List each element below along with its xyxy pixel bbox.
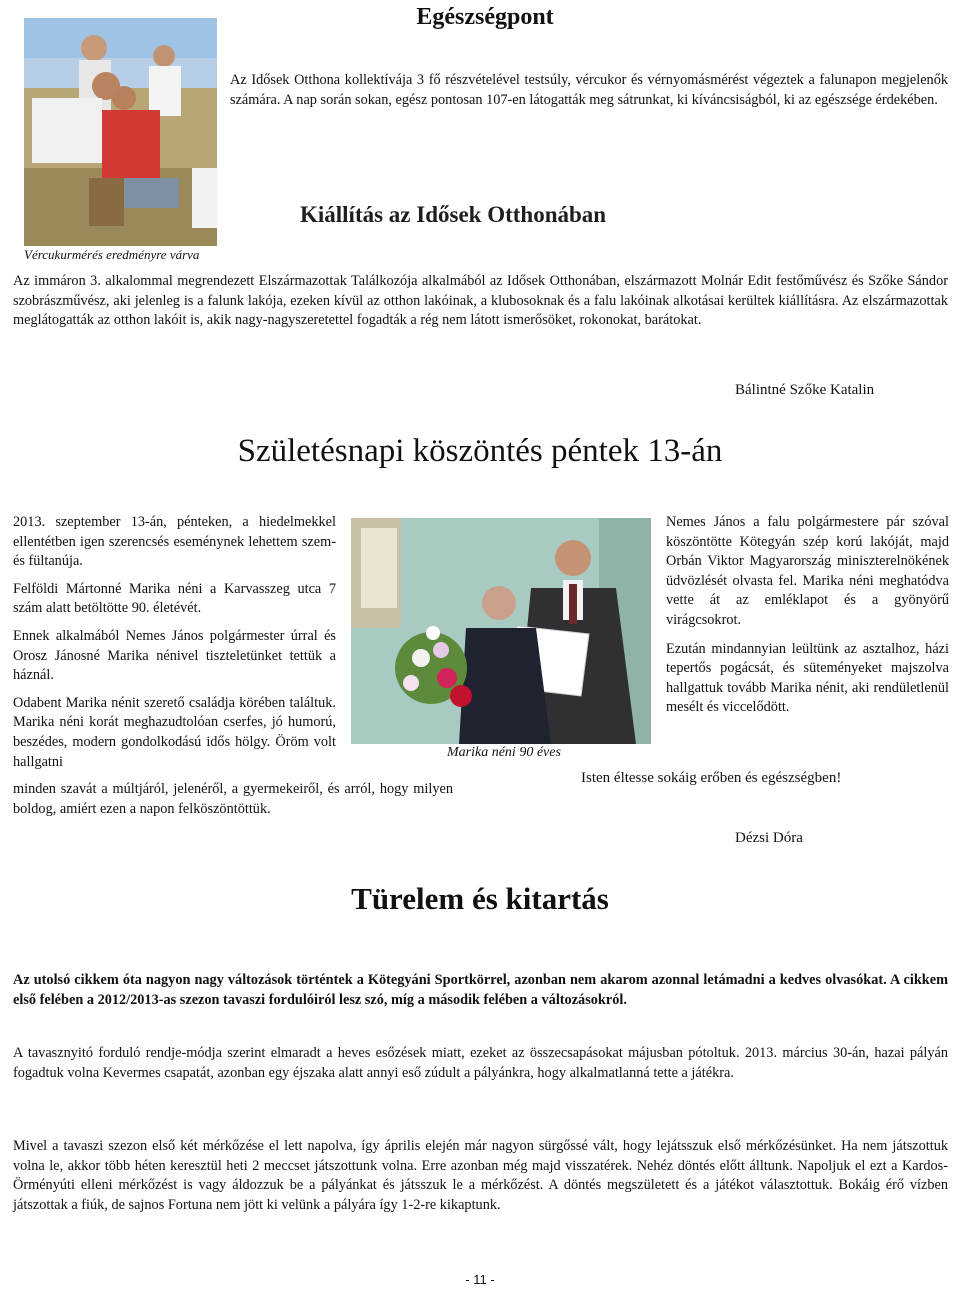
- birthday-closing-wish: Isten éltesse sokáig erőben és egészségben!: [581, 770, 842, 786]
- birthday-paragraph-2: Felföldi Mártonné Marika néni a Karvasszeg utca 7 szám alatt betöltötte 90. életévét.: [13, 580, 336, 617]
- paragraph-turelem-2: Mivel a tavaszi szezon első két mérkőzése el lett napolva, így április elején már nagyon sürgőssé vált, hogy lejátsszuk első mérkőzésünket. Ha nem játszottuk volna le, akkor több héten keresztül heti 2 meccset játszottunk volna. Erre azonban még majd visszatérek. Nehéz döntés előtt álltunk. Napoljuk el ezt a Kardos-Örményúti elleni mérkőzést is vagy áldozzuk be a pályánkat és játsszuk le a mérkőzést. A döntés megszületett és a játékot választottuk. Bokáig érő vízben játszottak a fiúk, de sajnos Fortuna nem jött ki velünk a pályára így 1-2-re kikaptunk.: [13, 1138, 948, 1213]
- author-balintne: Bálintné Szőke Katalin: [735, 382, 875, 398]
- photo-blood-sugar-illustration: [24, 18, 217, 246]
- photo-caption-marika: Marika néni 90 éves: [447, 745, 561, 760]
- paragraph-turelem-1: A tavasznyitó forduló rendje-módja szerint elmaradt a heves esőzések miatt, ezeket az összecsapásokat májusban pótoltuk. 2013. március 30-án, hazai pályán fogadtuk volna Kevermes csapatát, azonban egy éjszaka alatt annyi eső zúdult a pályánkra, hogy alkalmatlanná tette a játékra.: [13, 1045, 948, 1081]
- birthday-right-column: [666, 513, 949, 718]
- paragraph-turelem-lead: Az utolsó cikkem óta nagyon nagy változások történtek a Kötegyáni Sportkörrel, azonban nem akarom azonnal letámadni a kedves olvasókat. A cikkem első felében a 2012/2013-as szezon tavaszi fordulóiról lesz szó, míg a második felében a változásokról.: [13, 972, 948, 1008]
- section-title-turelem: Türelem és kitartás: [351, 881, 609, 916]
- photo-caption-blood-sugar: Vércukurmérés eredményre várva: [24, 247, 200, 262]
- birthday-paragraph-1: 2013. szeptember 13-án, pénteken, a hiedelmekkel ellentétben igen szerencsés eseménynek lehettem szem-és fültanúja.: [13, 514, 336, 570]
- section-title-szuletesnapi: Születésnapi köszöntés péntek 13-án: [237, 433, 723, 469]
- birthday-paragraph-4: Odabent Marika nénit szerető családja körében találtuk. Marika néni korát meghazudtolóan cserfes, jó humorú, beszédes, modern gondolkodású idős hölgy. Öröm volt hallgatni: [13, 694, 336, 770]
- birthday-left-column: [13, 513, 336, 772]
- birthday-right-paragraph-2: Ezután mindannyian leültünk az asztalhoz, házi tepertős pogácsát, és süteményeket majszolva hallgattuk tovább Marika nénit, aki rendületlenül mesélt és viccelődött.: [666, 640, 949, 716]
- paragraph-kiallitas: Az immáron 3. alkalommal megrendezett Elszármazottak Találkozója alkalmából az Idősek Otthonában, elszármazott Molnár Edit festőművész és Szőke Sándor szobrászművész, aki jelenleg is a falunk lakója, ezeken kívül az otthon lakóinak, a klubosoknak és a falu lakóinak alkotásai kerültek kiállításra. Az elszármazottak meglátogatták az otthon lakóit is, akik nagy-nagyszeretettel fogadták a rég nem látott ismerősöket, rokonokat, barátokat.: [13, 273, 948, 329]
- photo-blood-sugar-test: [24, 18, 217, 246]
- birthday-paragraph-4-continued: minden szavát a múltjáról, jelenéről, a gyermekeiről, és arról, hogy milyen boldog, amiért ezen a napon felköszöntöttük.: [13, 781, 453, 817]
- photo-marika-illustration: [351, 518, 651, 744]
- birthday-paragraph-3: Ennek alkalmából Nemes János polgármester úrral és Orosz Jánosné Marika nénivel tiszteletünket tettük a háznál.: [13, 627, 336, 684]
- paragraph-egeszsegpont: Az Idősek Otthona kollektívája 3 fő részvételével testsúly, vércukor és vérnyomásmérést végeztek a falunapon megjelenők számára. A nap során sokan, egész pontosan 107-en látogatták meg sátrunkat, ki kíváncsiságból, ki az egészsége érdekében.: [230, 72, 948, 108]
- photo-marika-neni: [351, 518, 651, 744]
- page-number: - 11 -: [465, 1272, 495, 1287]
- section-title-kiallitas: Kiállítás az Idősek Otthonában: [300, 202, 607, 227]
- section-title-egeszsegpont: Egészségpont: [416, 4, 554, 30]
- author-dezsi-dora: Dézsi Dóra: [735, 830, 803, 846]
- birthday-right-paragraph-1: Nemes János a falu polgármestere pár szóval köszöntötte Kötegyán szép korú lakóját, majd Orbán Viktor Magyarország miniszterelnökének üdvözlését olvasta fel. Marika néni meghatódva vette át az emléklapot és a gyönyörű virágcsokrot.: [666, 514, 949, 628]
